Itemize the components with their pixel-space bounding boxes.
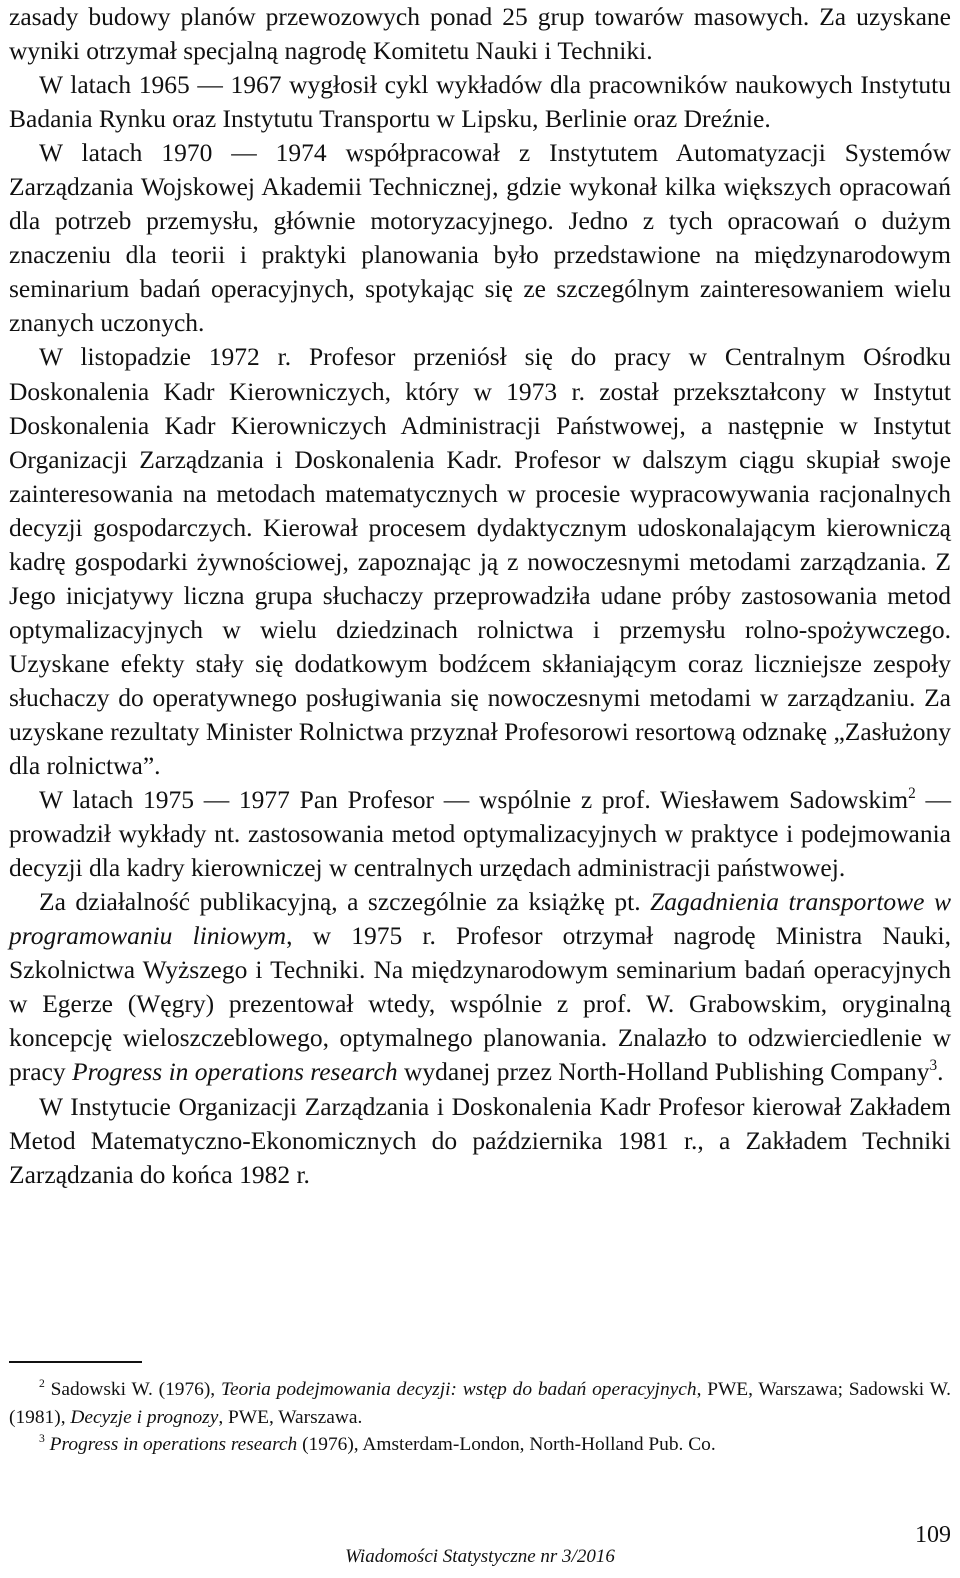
italic-text: Progress in operations research xyxy=(49,1434,298,1455)
footnote-marker: 3 xyxy=(39,1431,45,1445)
italic-text: Zagadnienia transportowe w programowaniu liniowym xyxy=(9,887,951,951)
text-run: , PWE, Warszawa. xyxy=(218,1406,363,1428)
paragraph xyxy=(9,783,951,885)
italic-text: Progress in operations research xyxy=(72,1057,398,1087)
text-run: (1976), Amsterdam-London, North-Holland Pub. Co. xyxy=(297,1434,716,1455)
text-run: W Instytucie Organizacji Zarządzania i Doskonalenia Kadr Profesor kierował Zakładem Metod Matematyczno-Ekonomicznych do października 1981 r., a Zakładem Techniki Zarządzania do końca 1982 r. xyxy=(9,1091,951,1189)
body-text xyxy=(9,0,951,1192)
footnote xyxy=(9,1376,951,1431)
text-run: W latach 1975 — 1977 Pan Profesor — wspólnie z prof. Wiesławem Sadowskim xyxy=(39,785,909,815)
paragraph xyxy=(9,1090,951,1192)
text-run: W latach 1970 — 1974 współpracował z Instytutem Automatyzacji Systemów Zarządzania Wojskowej Akademii Technicznej, gdzie wykonał kilka większych opracowań dla potrzeb przemysłu, głównie motoryzacyjnego. Jedno z tych opracowań o dużym znaczeniu dla teorii i praktyki planowania było przedstawione na międzynarodowym seminarium badań operacyjnych, spotykając się ze szczególnym zainteresowaniem wielu znanych uczonych. xyxy=(9,138,951,338)
paragraph xyxy=(9,0,951,68)
text-run: W listopadzie 1972 r. Profesor przeniósł się do pracy w Centralnym Ośrodku Doskonalenia Kadr Kierowniczych, który w 1973 r. został przekształcony w Instytut Doskonalenia Kadr Kierowniczych Administracji Państwowej, a następnie w Instytut Organizacji Zarządzania i Doskonalenia Kadr. Profesor w dalszym ciągu skupiał swoje zainteresowania na metodach matematycznych w procesie wypracowywania racjonalnych decyzji gospodarczych. Kierował procesem dydaktycznym udoskonalającym kierowniczą kadrę gospodarki żywnościowej, zapoznając ją z nowoczesnymi metodami zarządzania. Z Jego inicjatywy liczna grupa słuchaczy przeprowadziła udane próby zastosowania metod optymalizacyjnych w wielu dziedzinach rolnictwa i przemysłu rolno-spożywczego. Uzyskane efekty stały się dodatkowym bodźcem skłaniającym coraz liczniejsze zespoły słuchaczy do operatywnego posługiwania się nowoczesnymi metodami w zarządzaniu. Za uzyskane rezultaty Minister Rolnictwa przyznał Profesorowi resortową odznakę „Zasłużony dla rolnictwa”. xyxy=(9,342,951,781)
paragraph xyxy=(9,68,951,136)
footnote xyxy=(9,1431,951,1459)
journal-title: Wiadomości Statystyczne nr 3/2016 xyxy=(345,1546,615,1567)
text-run: Za działalność publikacyjną, a szczególnie za książkę pt. xyxy=(39,887,651,917)
text-run: , PWE, Warszawa; Sadowski W. (1981), xyxy=(9,1379,951,1428)
text-run: zasady budowy planów przewozowych ponad 25 grup towarów masowych. Za uzyskane wyniki otrzymał specjalną nagrodę Komitetu Nauki i Techniki. xyxy=(9,2,951,66)
text-run: — prowadził wykłady nt. zastosowania metod optymalizacyjnych w praktyce i podejmowania decyzji dla kadry kierowniczej w centralnych urzędach administracji państwowej. xyxy=(9,785,952,883)
text-run: wydanej przez North-Holland Publishing Company xyxy=(397,1057,930,1087)
footnote-marker: 2 xyxy=(39,1376,45,1390)
italic-text: Decyzje i prognozy xyxy=(70,1406,219,1428)
footnote-separator xyxy=(9,1361,142,1363)
paragraph xyxy=(9,136,951,340)
text-run: . xyxy=(937,1057,944,1087)
footnote-marker: 2 xyxy=(908,784,916,802)
text-run: Sadowski W. (1976), xyxy=(44,1379,221,1400)
paragraph xyxy=(9,340,951,783)
page-number: 109 xyxy=(915,1522,951,1548)
text-run: W latach 1965 — 1967 wygłosił cykl wykładów dla pracowników naukowych Instytutu Badania Rynku oraz Instytutu Transportu w Lipsku, Berlinie oraz Dreźnie. xyxy=(9,70,951,134)
footnote-marker: 3 xyxy=(929,1057,938,1075)
text-run: , w 1975 r. Profesor otrzymał nagrodę Ministra Nauki, Szkolnictwa Wyższego i Techniki. Na międzynarodowym seminarium badań operacyjnych w Egerze (Węgry) prezentował wtedy, wspólnie z prof. W. Grabowskim, oryginalną koncepcję wieloszczeblowego, optymalnego planowania. Znalazło to odzwierciedlenie w pracy xyxy=(9,921,952,1087)
footnotes xyxy=(9,1376,951,1459)
italic-text: Teoria podejmowania decyzji: wstęp do badań operacyjnych xyxy=(220,1379,697,1400)
paragraph xyxy=(9,885,951,1089)
